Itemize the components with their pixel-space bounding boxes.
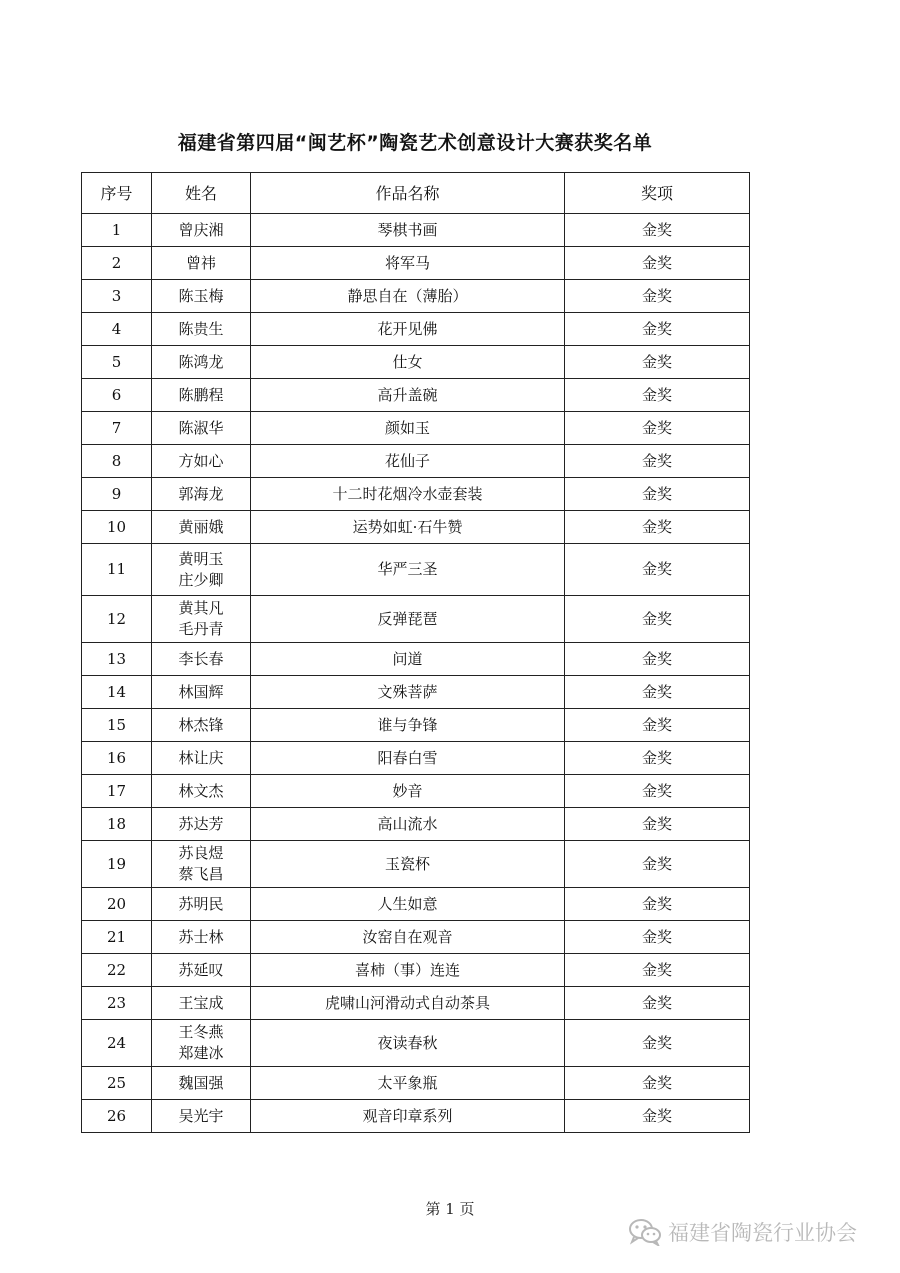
table-row [82, 742, 750, 775]
cell-work: 将军马 [251, 247, 565, 280]
person-name: 魏国强 [178, 1073, 224, 1092]
cell-no: 23 [82, 987, 152, 1020]
cell-award: 金奖 [565, 1100, 750, 1133]
cell-work: 高山流水 [251, 808, 565, 841]
cell-award: 金奖 [565, 280, 750, 313]
cell-work: 阳春白雪 [251, 742, 565, 775]
cell-no: 12 [82, 596, 152, 643]
cell-award: 金奖 [565, 478, 750, 511]
cell-no: 6 [82, 379, 152, 412]
cell-work: 仕女 [251, 346, 565, 379]
table-row [82, 987, 750, 1020]
cell-work: 颜如玉 [251, 412, 565, 445]
cell-no: 11 [82, 544, 152, 596]
table-row [82, 954, 750, 987]
cell-name [152, 1020, 251, 1067]
cell-award: 金奖 [565, 511, 750, 544]
cell-award: 金奖 [565, 709, 750, 742]
cell-no: 1 [82, 214, 152, 247]
cell-name [152, 346, 251, 379]
person-name: 王宝成 [178, 993, 224, 1012]
cell-name [152, 511, 251, 544]
cell-no: 24 [82, 1020, 152, 1067]
person-name: 李长春 [178, 649, 224, 668]
cell-work: 反弹琵琶 [251, 596, 565, 643]
cell-no: 18 [82, 808, 152, 841]
person-name: 黄明玉 [178, 549, 224, 568]
cell-award: 金奖 [565, 596, 750, 643]
person-name: 方如心 [178, 451, 224, 470]
table-row [82, 1020, 750, 1067]
table-row [82, 775, 750, 808]
cell-no: 2 [82, 247, 152, 280]
person-name: 林让庆 [178, 748, 224, 767]
cell-award: 金奖 [565, 921, 750, 954]
table-row [82, 478, 750, 511]
header-award: 奖项 [565, 173, 750, 214]
table-row [82, 214, 750, 247]
cell-name [152, 676, 251, 709]
cell-work: 汝窑自在观音 [251, 921, 565, 954]
table-row [82, 1100, 750, 1133]
table-row [82, 1067, 750, 1100]
person-name: 庄少卿 [178, 570, 224, 589]
table-row [82, 676, 750, 709]
wechat-icon [628, 1218, 662, 1246]
cell-work: 文殊菩萨 [251, 676, 565, 709]
cell-work: 玉瓷杯 [251, 841, 565, 888]
person-name: 陈鹏程 [178, 385, 224, 404]
cell-name [152, 596, 251, 643]
cell-work: 谁与争锋 [251, 709, 565, 742]
cell-work: 华严三圣 [251, 544, 565, 596]
cell-no: 4 [82, 313, 152, 346]
cell-name [152, 214, 251, 247]
cell-name [152, 280, 251, 313]
person-name: 陈淑华 [178, 418, 224, 437]
cell-name [152, 412, 251, 445]
cell-no: 5 [82, 346, 152, 379]
cell-work: 人生如意 [251, 888, 565, 921]
cell-name [152, 709, 251, 742]
cell-work: 夜读春秋 [251, 1020, 565, 1067]
table-row [82, 841, 750, 888]
cell-name [152, 921, 251, 954]
table-row [82, 544, 750, 596]
cell-no: 25 [82, 1067, 152, 1100]
person-name: 曾庆湘 [178, 220, 224, 239]
person-name: 黄其凡 [178, 599, 224, 617]
cell-work: 运势如虹·石牛赞 [251, 511, 565, 544]
table-row [82, 888, 750, 921]
person-name: 郑建冰 [178, 1044, 224, 1062]
cell-work: 静思自在（薄胎） [251, 280, 565, 313]
person-name: 苏良煜 [178, 844, 224, 862]
watermark-text: 福建省陶瓷行业协会 [668, 1221, 857, 1245]
person-name: 苏延叹 [178, 960, 224, 979]
table-row [82, 379, 750, 412]
cell-work: 高升盖碗 [251, 379, 565, 412]
cell-award: 金奖 [565, 412, 750, 445]
person-name: 吴光宇 [178, 1106, 224, 1125]
table-row [82, 511, 750, 544]
cell-no: 17 [82, 775, 152, 808]
cell-no: 9 [82, 478, 152, 511]
table-row [82, 346, 750, 379]
person-name: 陈贵生 [178, 319, 224, 338]
header-work: 作品名称 [251, 173, 565, 214]
table-row [82, 280, 750, 313]
person-name: 王冬燕 [178, 1023, 224, 1041]
cell-name [152, 643, 251, 676]
cell-work: 花开见佛 [251, 313, 565, 346]
cell-award: 金奖 [565, 987, 750, 1020]
table-row [82, 596, 750, 643]
cell-award: 金奖 [565, 247, 750, 280]
cell-name [152, 478, 251, 511]
cell-award: 金奖 [565, 1020, 750, 1067]
cell-no: 21 [82, 921, 152, 954]
person-name: 苏士林 [178, 927, 224, 946]
cell-work: 虎啸山河滑动式自动茶具 [251, 987, 565, 1020]
cell-award: 金奖 [565, 445, 750, 478]
cell-award: 金奖 [565, 313, 750, 346]
cell-award: 金奖 [565, 775, 750, 808]
cell-name [152, 445, 251, 478]
cell-award: 金奖 [565, 379, 750, 412]
person-name: 毛丹青 [178, 620, 224, 638]
person-name: 曾祎 [185, 253, 216, 272]
cell-no: 7 [82, 412, 152, 445]
table-row [82, 445, 750, 478]
header-no: 序号 [82, 173, 152, 214]
person-name: 林文杰 [178, 781, 224, 800]
cell-no: 22 [82, 954, 152, 987]
cell-work: 观音印章系列 [251, 1100, 565, 1133]
cell-name [152, 1100, 251, 1133]
watermark [628, 1217, 857, 1247]
cell-award: 金奖 [565, 676, 750, 709]
cell-name [152, 313, 251, 346]
cell-no: 3 [82, 280, 152, 313]
person-name: 林杰锋 [178, 715, 224, 734]
cell-no: 19 [82, 841, 152, 888]
page-number: 第 1 页 [425, 1200, 475, 1218]
cell-name [152, 888, 251, 921]
table-row [82, 247, 750, 280]
cell-award: 金奖 [565, 214, 750, 247]
cell-name [152, 742, 251, 775]
cell-award: 金奖 [565, 346, 750, 379]
cell-name [152, 775, 251, 808]
cell-name [152, 247, 251, 280]
person-name: 林国辉 [178, 682, 224, 701]
cell-work: 太平象瓶 [251, 1067, 565, 1100]
cell-no: 14 [82, 676, 152, 709]
cell-name [152, 1067, 251, 1100]
cell-name [152, 841, 251, 888]
person-name: 陈鸿龙 [178, 352, 224, 371]
cell-name [152, 987, 251, 1020]
page-title: 福建省第四届“闽艺杯”陶瓷艺术创意设计大赛获奖名单 [177, 132, 653, 154]
cell-award: 金奖 [565, 808, 750, 841]
cell-work: 妙音 [251, 775, 565, 808]
cell-work: 十二时花烟冷水壶套装 [251, 478, 565, 511]
cell-work: 喜柿（事）连连 [251, 954, 565, 987]
cell-no: 15 [82, 709, 152, 742]
cell-award: 金奖 [565, 1067, 750, 1100]
table-row [82, 808, 750, 841]
person-name: 黄丽娥 [178, 517, 224, 536]
cell-award: 金奖 [565, 544, 750, 596]
table-row [82, 921, 750, 954]
cell-work: 琴棋书画 [251, 214, 565, 247]
cell-no: 10 [82, 511, 152, 544]
cell-no: 20 [82, 888, 152, 921]
person-name: 苏明民 [178, 894, 224, 913]
header-name: 姓名 [152, 173, 251, 214]
person-name: 陈玉梅 [178, 286, 224, 305]
cell-no: 16 [82, 742, 152, 775]
awards-table [81, 172, 750, 1133]
cell-no: 13 [82, 643, 152, 676]
cell-award: 金奖 [565, 742, 750, 775]
cell-name [152, 954, 251, 987]
cell-no: 8 [82, 445, 152, 478]
cell-award: 金奖 [565, 888, 750, 921]
person-name: 苏达芳 [178, 814, 224, 833]
table-body [82, 214, 750, 1133]
table-row [82, 313, 750, 346]
person-name: 郭海龙 [178, 484, 224, 503]
cell-name [152, 544, 251, 596]
table-row [82, 643, 750, 676]
cell-name [152, 808, 251, 841]
table-row [82, 412, 750, 445]
cell-work: 花仙子 [251, 445, 565, 478]
cell-award: 金奖 [565, 841, 750, 888]
cell-award: 金奖 [565, 643, 750, 676]
cell-name [152, 379, 251, 412]
table-header-row [82, 173, 750, 214]
cell-work: 问道 [251, 643, 565, 676]
cell-no: 26 [82, 1100, 152, 1133]
person-name: 蔡飞昌 [178, 865, 224, 883]
table-row [82, 709, 750, 742]
cell-award: 金奖 [565, 954, 750, 987]
